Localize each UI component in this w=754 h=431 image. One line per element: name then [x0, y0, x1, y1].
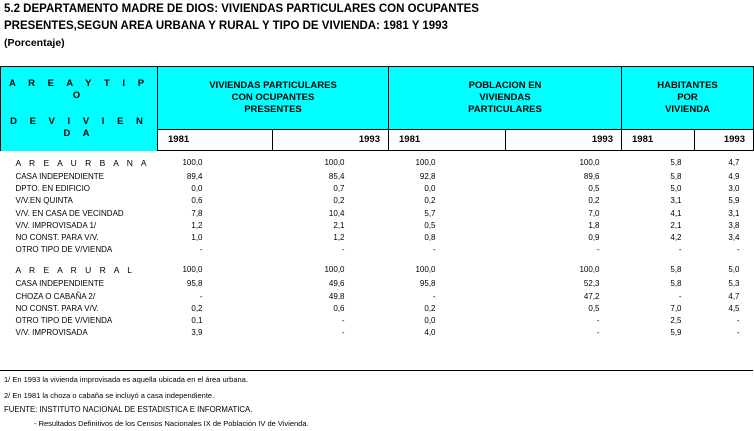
- row-value: 4,0: [424, 328, 436, 338]
- row-value: 3,8: [728, 220, 740, 230]
- row-value: 95,8: [186, 279, 203, 289]
- row-value: 0,5: [424, 220, 436, 230]
- row-value: -: [432, 245, 436, 255]
- viviendas-header-line1: VIVIENDAS PARTICULARES: [209, 80, 337, 91]
- row-value: 100,0: [182, 158, 203, 167]
- footnote-2: 2/ En 1981 la choza o cabaña se incluyó a casa independiente.: [4, 391, 215, 400]
- table-row: [1, 183, 754, 195]
- table-row: [1, 208, 754, 220]
- row-value: 5,0: [670, 184, 682, 194]
- row-label: V/V.EN QUINTA: [15, 196, 73, 206]
- row-value: -: [341, 245, 345, 255]
- row-value: 0,2: [191, 303, 203, 313]
- row-value: 5,3: [728, 279, 740, 289]
- row-value: 5,8: [670, 279, 682, 289]
- row-value: -: [199, 291, 203, 301]
- row-value: -: [736, 315, 740, 325]
- poblacion-header-line3: PARTICULARES: [468, 104, 542, 115]
- row-value: 89,4: [186, 172, 203, 182]
- row-value: 3,1: [670, 196, 682, 206]
- row-label: V/V. IMPROVISADA: [15, 328, 88, 338]
- row-label: NO CONST. PARA V/V.: [15, 233, 99, 243]
- row-label: NO CONST. PARA V/V.: [15, 303, 99, 313]
- table-subtitle: (Porcentaje): [4, 37, 65, 49]
- row-value: 3,9: [191, 328, 203, 338]
- row-value: 0,5: [588, 303, 600, 313]
- data-table: [0, 66, 754, 339]
- row-value: 4,1: [670, 208, 682, 218]
- row-value: 2,1: [670, 220, 682, 230]
- row-value: -: [596, 328, 600, 338]
- row-value: 5,8: [670, 172, 682, 182]
- row-value: 0,1: [191, 315, 203, 325]
- row-value: 3,0: [728, 184, 740, 194]
- row-value: 4,9: [728, 172, 740, 182]
- table-row: [1, 171, 754, 183]
- row-label: A R E A R U R A L: [15, 265, 136, 276]
- row-value: 10,4: [328, 208, 345, 218]
- row-value: -: [678, 245, 682, 255]
- table-row: [1, 303, 754, 315]
- row-label: DPTO. EN EDIFICIO: [15, 184, 91, 194]
- row-value: 100,0: [182, 265, 203, 275]
- table-row: [1, 278, 754, 290]
- row-value: 2,1: [333, 220, 345, 230]
- row-value: 0,0: [424, 315, 436, 325]
- table-row: [1, 315, 754, 327]
- row-value: 5,9: [728, 196, 740, 206]
- habitantes-header: [622, 67, 754, 130]
- row-value: 47,2: [583, 291, 600, 301]
- row-label: CHOZA O CABAÑA 2/: [15, 291, 96, 301]
- row-value: 100,0: [579, 158, 600, 167]
- row-value: 5,0: [728, 265, 740, 275]
- row-value: 4,5: [728, 303, 740, 313]
- row-label: V/V. IMPROVISADA 1/: [15, 220, 97, 230]
- footer-divider: [0, 370, 753, 371]
- row-value: 3,4: [728, 233, 740, 243]
- row-value: 1,0: [191, 233, 203, 243]
- row-value: 1,8: [588, 220, 600, 230]
- row-value: 49,6: [328, 279, 345, 289]
- row-value: 100,0: [324, 265, 345, 275]
- table-row: [1, 244, 754, 256]
- habitantes-header-line3: VIVIENDA: [665, 104, 710, 115]
- row-value: 0,7: [333, 184, 345, 194]
- row-label: V/V. EN CASA DE VECINDAD: [15, 208, 124, 218]
- poblacion-header: [389, 67, 622, 130]
- row-value: 0,2: [424, 196, 436, 206]
- habitantes-header-line2: POR: [677, 92, 698, 103]
- row-value: 5,7: [424, 208, 436, 218]
- row-value: -: [596, 245, 600, 255]
- row-value: 7,0: [588, 208, 600, 218]
- row-value: 100,0: [579, 265, 600, 275]
- table-row: [1, 220, 754, 232]
- table-title-line-1: 5.2 DEPARTAMENTO MADRE DE DIOS: VIVIENDAS PARTICULARES CON OCUPANTES: [4, 3, 479, 15]
- row-value: -: [596, 315, 600, 325]
- row-value: -: [678, 291, 682, 301]
- row-value: 1,2: [191, 220, 203, 230]
- section-row: [1, 262, 754, 278]
- row-label: OTRO TIPO DE V/VIENDA: [15, 245, 113, 255]
- source-note: FUENTE: INSTITUTO NACIONAL DE ESTADISTICA E INFORMATICA.: [4, 405, 253, 414]
- row-value: 92,8: [419, 172, 436, 182]
- row-value: 7,8: [191, 208, 203, 218]
- table-body: [1, 151, 754, 340]
- row-value: 3,1: [728, 208, 740, 218]
- table-row: [1, 291, 754, 303]
- row-value: -: [199, 245, 203, 255]
- row-value: 89,6: [583, 172, 600, 182]
- row-value: 0,8: [424, 233, 436, 243]
- row-value: -: [736, 328, 740, 338]
- row-value: 49,8: [328, 291, 345, 301]
- table-row: [1, 232, 754, 244]
- row-value: 95,8: [419, 279, 436, 289]
- year-header-habitantes-1981: 1981: [622, 130, 695, 151]
- row-value: 0,0: [424, 184, 436, 194]
- row-value: 0,2: [424, 303, 436, 313]
- row-value: 52,3: [583, 279, 600, 289]
- row-label: CASA INDEPENDIENTE: [15, 279, 104, 289]
- year-header-viviendas-1981: 1981: [158, 130, 273, 151]
- row-value: 0,2: [588, 196, 600, 206]
- footnote-1: 1/ En 1993 la vivienda improvisada es aquella ubicada en el área urbana.: [4, 375, 248, 384]
- row-value: 100,0: [324, 158, 345, 167]
- habitantes-header-line1: HABITANTES: [657, 80, 718, 91]
- row-value: 4,2: [670, 233, 682, 243]
- row-value: 4,7: [728, 158, 740, 167]
- viviendas-header: [158, 67, 389, 130]
- section-row: [1, 155, 754, 171]
- row-value: 2,5: [670, 315, 682, 325]
- poblacion-header-line1: POBLACION EN: [468, 80, 542, 91]
- poblacion-header-line2: VIVIENDAS: [479, 92, 531, 103]
- area-tipo-header: [1, 67, 158, 151]
- row-value: 4,7: [728, 291, 740, 301]
- row-label: A R E A U R B A N A: [15, 158, 150, 168]
- row-value: -: [341, 315, 345, 325]
- year-header-habitantes-1993: 1993: [695, 130, 754, 151]
- row-value: 0,0: [191, 184, 203, 194]
- row-value: 0,9: [588, 233, 600, 243]
- table-row: [1, 195, 754, 207]
- row-value: 7,0: [670, 303, 682, 313]
- row-value: 0,2: [333, 196, 345, 206]
- row-value: 85,4: [328, 172, 345, 182]
- area-header-line2: D E V I V I E N D A: [10, 115, 148, 139]
- table-header: [1, 67, 754, 151]
- year-header-poblacion-1993: 1993: [506, 130, 622, 151]
- table-title-line-2: PRESENTES,SEGUN AREA URBANA Y RURAL Y TIPO DE VIVIENDA: 1981 Y 1993: [4, 20, 448, 32]
- year-header-viviendas-1993: 1993: [273, 130, 389, 151]
- row-value: 0,6: [191, 196, 203, 206]
- row-value: 5,9: [670, 328, 682, 338]
- row-label: OTRO TIPO DE V/VIENDA: [15, 315, 113, 325]
- row-value: -: [341, 328, 345, 338]
- viviendas-header-line2: CON OCUPANTES: [231, 92, 315, 103]
- row-label: CASA INDEPENDIENTE: [15, 172, 104, 182]
- row-value: 100,0: [415, 158, 436, 167]
- row-value: 0,6: [333, 303, 345, 313]
- row-value: -: [432, 291, 436, 301]
- year-header-poblacion-1981: 1981: [389, 130, 506, 151]
- row-value: 5,8: [670, 265, 682, 275]
- row-value: 0,5: [588, 184, 600, 194]
- source-note-detail: - Resultados Definitivos de los Censos Nacionales IX de Población IV de Vivienda.: [34, 419, 309, 428]
- row-value: 1,2: [333, 233, 345, 243]
- viviendas-header-line3: PRESENTES: [244, 104, 302, 115]
- table-row: [1, 327, 754, 339]
- row-value: 100,0: [415, 265, 436, 275]
- row-value: -: [736, 245, 740, 255]
- area-header-line1: A R E A Y T I P O: [8, 77, 150, 101]
- row-value: 5,8: [670, 158, 682, 167]
